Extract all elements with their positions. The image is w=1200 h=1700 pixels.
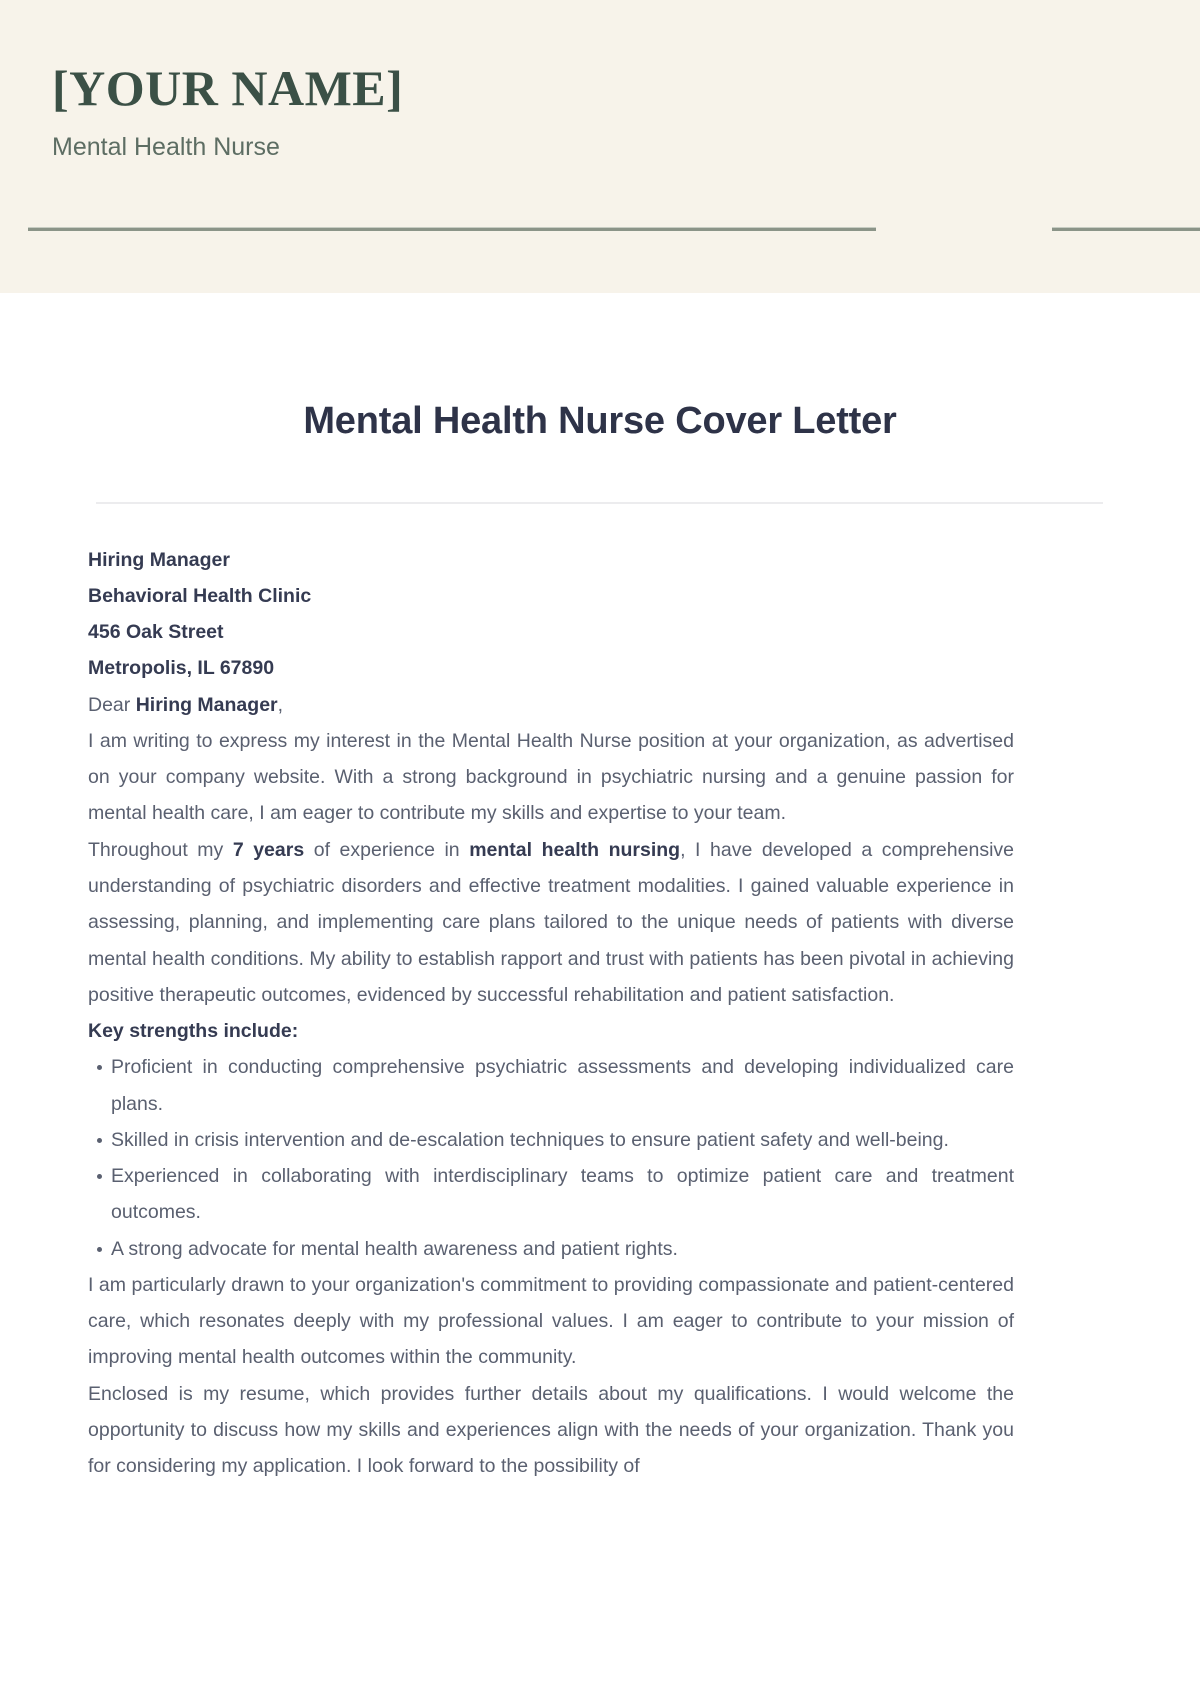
experience-years-emphasis: 7 years — [232, 838, 305, 861]
recipient-line: 456 Oak Street — [88, 621, 224, 644]
recipient-line: Behavioral Health Clinic — [88, 584, 312, 607]
salutation-name: Hiring Manager — [135, 693, 278, 716]
letter-body-inner — [88, 542, 1014, 1485]
letterhead-content — [0, 0, 1200, 164]
list-item: Experienced in collaborating with interdisciplinary teams to optimize patient care and treatment outcomes. — [88, 1158, 1014, 1231]
page-title: Mental Health Nurse Cover Letter — [303, 400, 897, 442]
salutation-prefix: Dear — [88, 693, 136, 716]
candidate-name: [YOUR NAME] — [52, 60, 404, 116]
experience-part-1: Throughout my — [88, 838, 233, 861]
recipient-line: Metropolis, IL 67890 — [88, 657, 275, 680]
experience-part-2: of experience in — [304, 838, 470, 861]
list-item: Proficient in conducting comprehensive psychiatric assessments and developing individualized care plans. — [88, 1049, 1014, 1122]
key-strengths-heading: Key strengths include: — [88, 1020, 299, 1043]
recipient-line: Hiring Manager — [88, 548, 230, 571]
paragraph-closing: Enclosed is my resume, which provides further details about my qualifications. I would welcome the opportunity to discuss how my skills and experiences align with the needs of your organization. Thank you for considering my application. I look forward to the possibility of — [88, 1382, 1014, 1478]
letterhead — [0, 0, 1200, 293]
letterhead-divider-left — [28, 227, 876, 231]
paragraph-motivation: I am particularly drawn to your organization's commitment to providing compassionate and patient-centered care, which resonates deeply with my professional values. I am eager to contribute to your mission of improving mental health outcomes within the community. — [88, 1273, 1014, 1369]
experience-field-emphasis: mental health nursing — [469, 838, 681, 861]
candidate-role: Mental Health Nurse — [52, 133, 280, 161]
document-sheet — [0, 293, 1200, 1485]
paragraph-intro: I am writing to express my interest in the Mental Health Nurse position at your organization, as advertised on your company website. With a strong background in psychiatric nursing and a genuine passion for mental health care, I am eager to contribute my skills and expertise to your team. — [88, 729, 1014, 825]
paragraph-experience — [88, 832, 1014, 1013]
list-item: A strong advocate for mental health awareness and patient rights. — [88, 1231, 1014, 1267]
letter-body — [0, 504, 1200, 1485]
recipient-address-block — [88, 542, 1014, 687]
salutation-suffix: , — [277, 693, 284, 716]
letterhead-divider-right — [1052, 227, 1200, 231]
key-strengths-list — [88, 1049, 1014, 1267]
experience-part-3: , I have developed a comprehensive understanding of psychiatric disorders and effective treatment modalities. I gained valuable experience in assessing, planning, and implementing care plans tailored to the unique needs of patients with diverse mental health conditions. My ability to establish rapport and trust with patients has been pivotal in achieving positive therapeutic outcomes, evidenced by successful rehabilitation and patient satisfaction. — [88, 838, 1014, 1006]
salutation — [88, 687, 1014, 723]
list-item: Skilled in crisis intervention and de-escalation techniques to ensure patient safety and well-being. — [88, 1122, 1014, 1158]
